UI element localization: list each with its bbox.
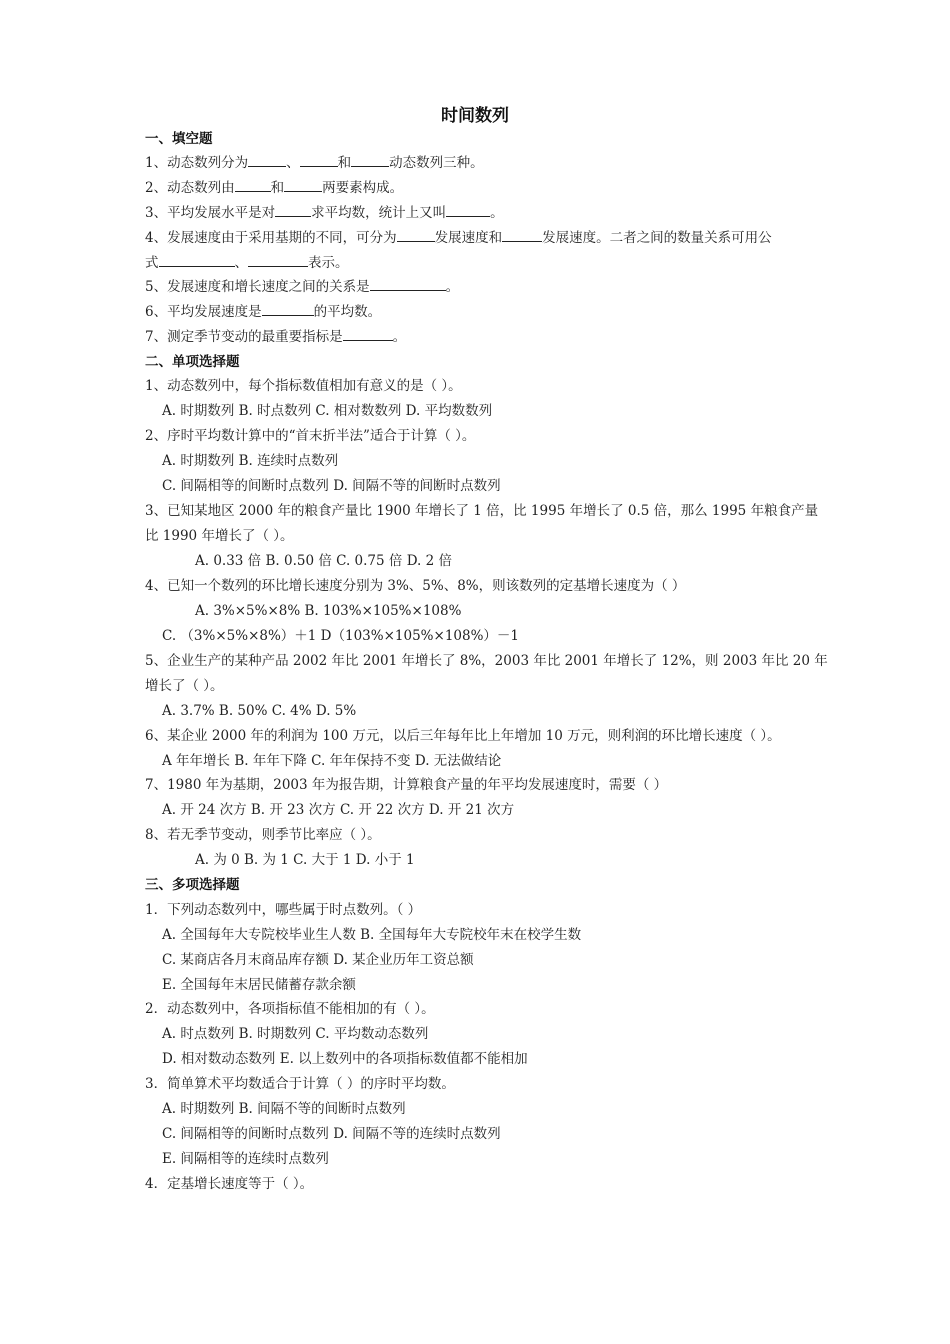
page-title: 时间数列	[441, 106, 509, 126]
multi-question-1-options-1: A. 全国每年大专院校毕业生人数 B. 全国每年大专院校年末在校学生数	[162, 927, 582, 943]
fill-q1-text-b: 、	[286, 155, 300, 171]
fill-q2-text-b: 和	[270, 180, 285, 196]
multi-question-3: 3．简单算术平均数适合于计算（ ）的序时平均数。	[145, 1076, 455, 1092]
multi-question-3-options-1: A. 时期数列 B. 间隔不等的间断时点数列	[162, 1101, 406, 1117]
single-question-7-options: A. 开 24 次方 B. 开 23 次方 C. 开 22 次方 D. 开 21 次方	[162, 802, 515, 818]
fill-blank	[370, 278, 446, 291]
fill-blank	[275, 204, 311, 217]
single-question-1: 1、动态数列中，每个指标数值相加有意义的是（ ）。	[145, 378, 462, 394]
multi-question-2-options-1: A. 时点数列 B. 时期数列 C. 平均数动态数列	[162, 1026, 429, 1042]
section-heading-multi: 三、多项选择题	[145, 877, 240, 893]
single-question-4-options-2: C. （3%×5%×8%）＋1 D（103%×105%×108%）－1	[162, 628, 520, 644]
single-question-4: 4、已知一个数列的环比增长速度分别为 3%、5%、8%，则该数列的定基增长速度为（ ）	[145, 578, 686, 594]
multi-question-3-options-2: C. 间隔相等的间断时点数列 D. 间隔不等的连续时点数列	[162, 1126, 501, 1142]
section-heading-fill: 一、填空题	[145, 131, 213, 147]
multi-question-2-options-2: D. 相对数动态数列 E. 以上数列中的各项指标数值都不能相加	[162, 1051, 528, 1067]
multi-question-1-options-2: C. 某商店各月末商品库存额 D. 某企业历年工资总额	[162, 952, 474, 968]
multi-question-1: 1．下列动态数列中，哪些属于时点数列。（ ）	[145, 902, 422, 918]
fill-q3-text-b: 求平均数，统计上又叫	[311, 205, 447, 221]
fill-blank	[351, 154, 389, 167]
fill-blank	[300, 154, 338, 167]
section-heading-single: 二、单项选择题	[145, 354, 240, 370]
single-question-2-options-2: C. 间隔相等的间断时点数列 D. 间隔不等的间断时点数列	[162, 478, 501, 494]
multi-question-1-options-3: E. 全国每年末居民储蓄存款余额	[162, 977, 356, 993]
fill-blank	[502, 229, 542, 242]
fill-question-7	[145, 328, 406, 346]
fill-q4-text-a: 4、发展速度由于采用基期的不同，可分为	[145, 230, 397, 246]
single-question-7: 7、1980 年为基期，2003 年为报告期，计算粮食产量的年平均发展速度时，需要（ ）	[145, 777, 668, 793]
single-question-6-options: A 年年增长 B. 年年下降 C. 年年保持不变 D. 无法做结论	[162, 753, 502, 769]
fill-q4-text-f: 表示。	[308, 255, 349, 271]
single-question-4-options-1: A. 3%×5%×8% B. 103%×105%×108%	[195, 603, 462, 619]
multi-question-4: 4．定基增长速度等于（ ）。	[145, 1176, 314, 1192]
single-question-1-options: A. 时期数列 B. 时点数列 C. 相对数数列 D. 平均数数列	[162, 403, 493, 419]
single-question-8: 8、若无季节变动，则季节比率应（ ）。	[145, 827, 381, 843]
fill-q6-text-b: 的平均数。	[313, 304, 382, 320]
fill-blank	[397, 229, 435, 242]
fill-question-1	[145, 154, 484, 172]
fill-q4-text-b: 发展速度和	[434, 230, 503, 246]
multi-question-3-options-3: E. 间隔相等的连续时点数列	[162, 1151, 329, 1167]
fill-blank	[248, 254, 308, 267]
single-question-3-cont: 比 1990 年增长了（ ）。	[145, 528, 294, 544]
single-question-2-options-1: A. 时期数列 B. 连续时点数列	[162, 453, 339, 469]
fill-question-5	[145, 278, 459, 296]
fill-blank	[262, 303, 314, 316]
single-question-3-options: A. 0.33 倍 B. 0.50 倍 C. 0.75 倍 D. 2 倍	[195, 553, 452, 569]
fill-blank	[248, 154, 286, 167]
fill-q2-text-a: 2、动态数列由	[145, 180, 235, 196]
fill-q2-text-c: 两要素构成。	[322, 180, 404, 196]
fill-question-4	[145, 229, 772, 247]
single-question-3: 3、已知某地区 2000 年的粮食产量比 1900 年增长了 1 倍，比 1995 年增长了 0.5 倍，那么 1995 年粮食产量	[145, 503, 819, 519]
fill-q6-text-a: 6、平均发展速度是	[145, 304, 262, 320]
fill-q4-text-d: 式	[145, 255, 159, 271]
fill-blank	[446, 204, 490, 217]
fill-blank	[284, 179, 322, 192]
fill-q5-text-b: 。	[445, 279, 460, 295]
single-question-8-options: A. 为 0 B. 为 1 C. 大于 1 D. 小于 1	[195, 852, 415, 868]
fill-blank	[235, 179, 271, 192]
fill-question-3	[145, 204, 504, 222]
fill-blank	[159, 254, 235, 267]
fill-q3-text-a: 3、平均发展水平是对	[145, 205, 276, 221]
fill-blank	[343, 328, 393, 341]
fill-question-2	[145, 179, 403, 197]
single-question-6: 6、某企业 2000 年的利润为 100 万元，以后三年每年比上年增加 10 万元，则利润的环比增长速度（ ）。	[145, 728, 781, 744]
fill-q1-text-d: 动态数列三种。	[389, 155, 484, 171]
fill-q1-text-c: 和	[337, 155, 352, 171]
single-question-5: 5、企业生产的某种产品 2002 年比 2001 年增长了 8%，2003 年比 2001 年增长了 12%，则 2003 年比 20 年	[145, 653, 828, 669]
fill-q7-text-a: 7、测定季节变动的最重要指标是	[145, 329, 343, 345]
fill-question-4-cont	[145, 254, 349, 272]
fill-q5-text-a: 5、发展速度和增长速度之间的关系是	[145, 279, 370, 295]
fill-q7-text-b: 。	[392, 329, 407, 345]
fill-q4-text-c: 发展速度。二者之间的数量关系可用公	[542, 230, 772, 246]
single-question-5-cont: 增长了（ ）。	[145, 678, 224, 694]
single-question-2: 2、序时平均数计算中的“首末折半法”适合于计算（ ）。	[145, 428, 476, 444]
fill-q3-text-c: 。	[490, 205, 504, 221]
fill-question-6	[145, 303, 381, 321]
multi-question-2: 2．动态数列中，各项指标值不能相加的有（ ）。	[145, 1001, 435, 1017]
fill-q4-text-e: 、	[234, 255, 248, 271]
fill-q1-text-a: 1、动态数列分为	[145, 155, 249, 171]
single-question-5-options: A. 3.7% B. 50% C. 4% D. 5%	[162, 703, 357, 719]
